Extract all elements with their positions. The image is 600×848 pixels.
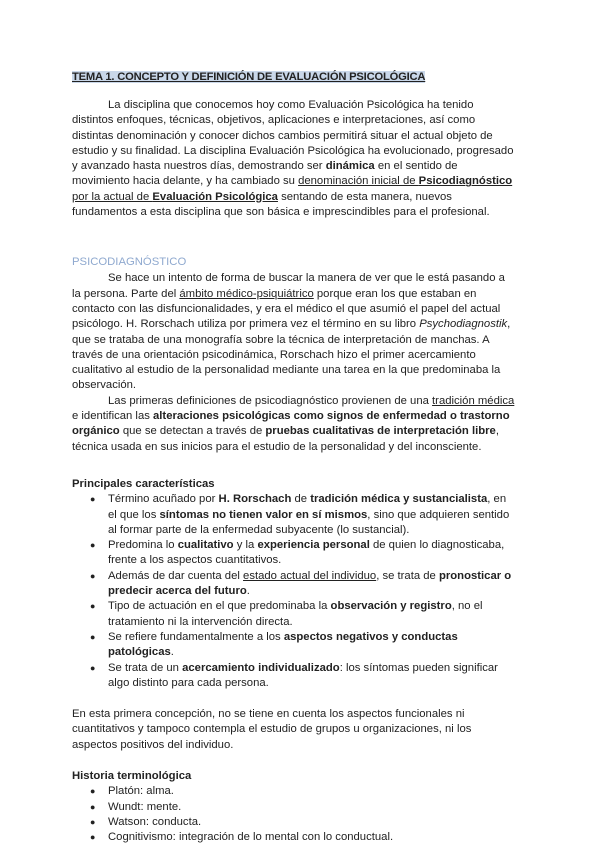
history-heading: Historia terminológica xyxy=(72,769,192,782)
underlined-text: denominación inicial de xyxy=(298,175,419,188)
list-item xyxy=(72,630,516,661)
text: : los síntomas pueden significar algo distinto para cada persona. xyxy=(108,661,498,689)
text: que se detectan a través de xyxy=(119,425,266,438)
list-item xyxy=(72,661,516,692)
text: . xyxy=(170,646,174,659)
text: sentando de esta manera, nuevos fundamentos a esta disciplina que son básica e imprescindibles para el profesional. xyxy=(72,190,490,219)
bold-text: pruebas cualitativas de interpretación libre xyxy=(265,425,496,438)
bullet-icon: ● xyxy=(90,801,96,812)
list-item xyxy=(72,815,516,830)
text: , se trata de xyxy=(376,569,439,582)
underlined-text: ámbito médico-psiquiátrico xyxy=(179,287,314,300)
text: Tipo de actuación en el que predominaba la xyxy=(108,600,331,613)
text: de quien lo diagnosticaba, frente a los aspectos cuantitativos. xyxy=(108,539,505,567)
bullet-icon: ● xyxy=(90,601,96,612)
text: , sino que adquieren sentido al formar parte de la enfermedad subyacente (lo sustancial). xyxy=(108,508,510,536)
list-item xyxy=(72,538,516,569)
characteristics-list xyxy=(72,492,516,691)
bullet-icon: ● xyxy=(90,662,96,673)
text: La disciplina que conocemos hoy como Evaluación Psicológica ha tenido distintos enfoques, técnicas, objetivos, aplicaciones e interpretaciones, así como distintas denominación y conocer dichos cambios permitirá situar el actual objeto de estudio y su finalidad. La disciplina Evaluación Psicológica ha evolucionado, progresado y avanzado hasta nuestros días, demostrando ser xyxy=(72,99,514,173)
text: Las primeras definiciones de psicodiagnóstico provienen de una xyxy=(108,394,433,407)
bold-text: tradición médica y sustancialista xyxy=(310,493,488,506)
bold-underlined-text: Evaluación Psicológica xyxy=(152,190,278,203)
text: , que se trataba de una monografía sobre la técnica de interpretación de manchas. A través de una orientación psicodinámica, Rorschach hizo el primer acercamiento cualitativo al estudio de la personalidad mediante una tarea en la que predominaba la observación. xyxy=(72,318,511,392)
text: Predomina lo xyxy=(108,539,178,552)
psico-paragraph-1 xyxy=(72,271,516,393)
intro-paragraph xyxy=(72,98,516,220)
list-item xyxy=(72,784,516,799)
bold-text: aspectos negativos y conductas patológicas xyxy=(108,630,458,659)
bold-text: síntomas no tienen valor en sí mismos xyxy=(159,508,368,521)
characteristics-heading: Principales características xyxy=(72,477,215,490)
bold-text: observación y registro xyxy=(330,600,452,613)
bullet-icon: ● xyxy=(90,570,96,581)
bullet-icon: ● xyxy=(90,540,96,551)
text: de xyxy=(291,493,311,506)
list-item xyxy=(72,569,516,600)
underlined-text: tradición médica xyxy=(432,394,515,407)
list-item xyxy=(72,492,516,538)
text: Se hace un intento de forma de buscar la manera de ver que le está pasando a la persona. Parte del xyxy=(72,272,505,300)
bullet-icon: ● xyxy=(90,832,96,843)
bold-text: experiencia personal xyxy=(257,539,370,552)
bullet-icon: ● xyxy=(90,494,96,505)
text: , técnica usada en sus inicios para el estudio de la personalidad y del inconsciente. xyxy=(72,425,499,453)
text: porque eran los que estaban en contacto con las disfuncionalidades, y era el médico el que asumió el papel del actual psicólogo. H. Rorschach utiliza por primera vez el término en su libro xyxy=(72,287,501,331)
bold-text: pronosticar o predecir acerca del futuro xyxy=(108,569,512,598)
bullet-icon: ● xyxy=(90,631,96,642)
text: Cognitivismo: integración de lo mental con lo conductual. xyxy=(108,831,394,844)
text: en el sentido de movimiento hacia delante, y ha cambiado su xyxy=(72,160,458,188)
bullet-icon: ● xyxy=(90,786,96,797)
document-title: TEMA 1. CONCEPTO Y DEFINICIÓN DE EVALUACIÓN PSICOLÓGICA xyxy=(72,71,426,83)
bold-text: cualitativo xyxy=(177,539,234,552)
underlined-text: por la actual de xyxy=(72,190,153,203)
text: , en el que los xyxy=(108,493,507,521)
text: y la xyxy=(233,539,258,552)
list-item xyxy=(72,800,516,815)
bold-text: alteraciones psicológicas como signos de enfermedad o trastorno orgánico xyxy=(72,410,510,438)
closing-paragraph: En esta primera concepción, no se tiene en cuenta los aspectos funcionales ni cuantitativos y tampoco contempla el estudio de grupos u organizaciones, ni los aspectos positivos del individuo. xyxy=(72,708,472,751)
bold-underlined-text: Psicodiagnóstico xyxy=(418,175,513,188)
text: , no el tratamiento ni la intervención directa. xyxy=(108,600,483,628)
text: Wundt: mente. xyxy=(108,800,182,813)
list-item xyxy=(72,599,516,630)
text: Watson: conducta. xyxy=(108,815,202,828)
text: Término acuñado por xyxy=(108,493,219,506)
psico-paragraph-2 xyxy=(72,394,516,455)
text: Además de dar cuenta del xyxy=(108,569,244,582)
bullet-icon: ● xyxy=(90,816,96,827)
bold-text: H. Rorschach xyxy=(218,493,292,506)
bold-text: dinámica xyxy=(325,160,375,173)
list-item xyxy=(72,830,516,845)
history-list xyxy=(72,784,516,845)
text: Se refiere fundamentalmente a los xyxy=(108,630,284,643)
text: . xyxy=(246,585,250,598)
bold-text: acercamiento individualizado xyxy=(182,661,340,674)
text: Platón: alma. xyxy=(108,785,174,798)
document-page xyxy=(72,62,516,845)
section-title: PSICODIAGNÓSTICO xyxy=(72,256,187,269)
title-wrapper xyxy=(72,70,516,86)
italic-text: Psychodiagnostik xyxy=(419,318,508,331)
underlined-text: estado actual del individuo xyxy=(243,569,377,582)
text: e identifican las xyxy=(72,410,154,423)
text: Se trata de un xyxy=(108,661,183,674)
